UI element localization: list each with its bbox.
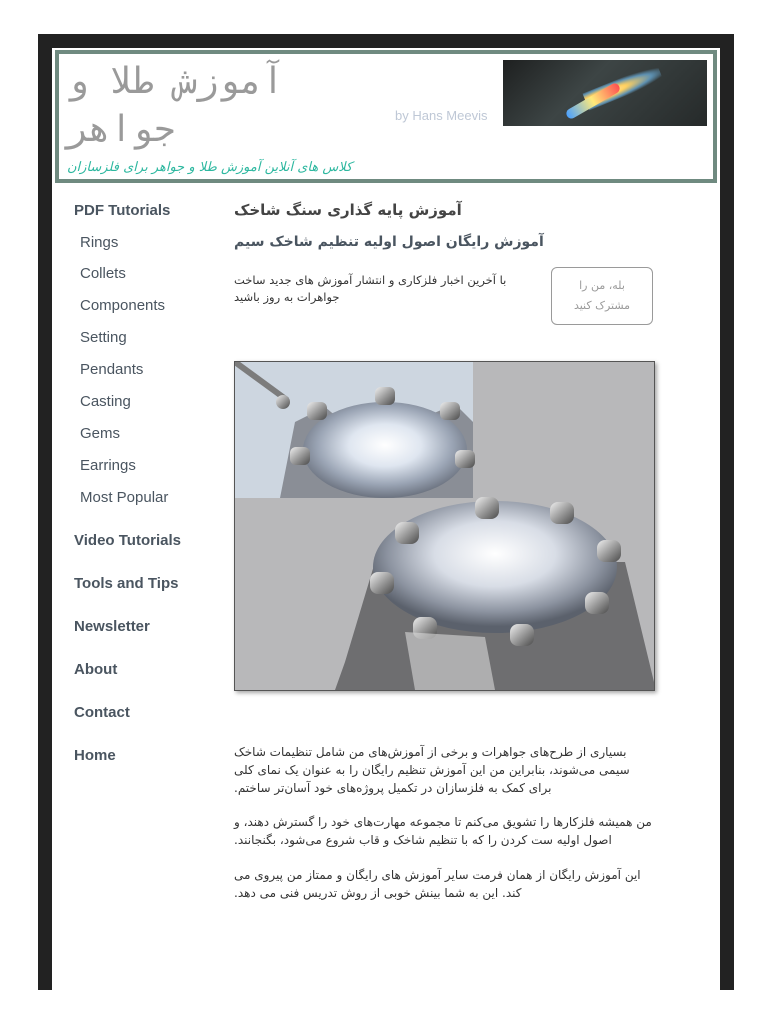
nav-video-tutorials[interactable]: Video Tutorials xyxy=(74,532,181,549)
nav-casting[interactable]: Casting xyxy=(80,393,131,410)
header-torch-photo xyxy=(503,60,707,126)
site-title[interactable]: آموزش طلا و جواهر xyxy=(67,61,284,150)
intro-paragraph-2: من همیشه فلزکارها را تشویق می‌کنم تا مجموعه مهارت‌های خود را گسترش دهند، و اصول اولیه ست کردن را که با تنظیم شاخک و قاب شروع می‌شود، بگنجانند. xyxy=(234,815,652,847)
nav-rings[interactable]: Rings xyxy=(80,234,119,251)
intro-paragraph-3: این آموزش رایگان از همان فرمت سایر آموزش های رایگان و ممتاز من پیروی می کند. این به شما بینش خوبی از روش تدریس فنی می دهد. xyxy=(234,868,641,900)
nav-pdf-tutorials[interactable]: PDF Tutorials xyxy=(74,202,171,219)
site-subtitle: کلاس های آنلاین آموزش طلا و جواهر برای فلزسازان xyxy=(67,160,353,175)
byline: by Hans Meevis xyxy=(395,108,488,123)
nav-earrings[interactable]: Earrings xyxy=(80,457,136,474)
subscribe-button[interactable]: بله، من را مشترک کنید xyxy=(551,267,653,325)
nav-pendants[interactable]: Pendants xyxy=(80,361,144,378)
nav-about[interactable]: About xyxy=(74,661,118,678)
nav-most-popular[interactable]: Most Popular xyxy=(80,489,169,506)
intro-paragraph-1: بسیاری از طرح‌های جواهرات و برخی از آموزش‌های من شامل تنظیمات شاخک سیمی می‌شوند، بنابراین من این آموزش تنظیم رایگان را به عنوان یک نمای کلی برای کمک به فلزسازان در تکمیل پروژه‌های خود آسان‌تر ساختم. xyxy=(234,745,630,795)
nav-gems[interactable]: Gems xyxy=(80,425,121,442)
post-subtitle: آموزش رایگان اصول اولیه تنظیم شاخک سیم xyxy=(234,234,544,250)
nav-setting[interactable]: Setting xyxy=(80,329,127,346)
nav-collets[interactable]: Collets xyxy=(80,265,126,282)
nav-components[interactable]: Components xyxy=(80,297,166,314)
post-title: آموزش پایه گذاری سنگ شاخک xyxy=(234,201,462,219)
diamond-ring-photo xyxy=(234,361,655,691)
site-header xyxy=(55,50,717,183)
subscribe-text: با آخرین اخبار فلزکاری و انتشار آموزش های جدید ساخت جواهرات به روز باشید xyxy=(234,273,507,304)
nav-contact[interactable]: Contact xyxy=(74,704,130,721)
nav-tools-and-tips[interactable]: Tools and Tips xyxy=(74,575,179,592)
nav-newsletter[interactable]: Newsletter xyxy=(74,618,150,635)
torch-rod-graphic xyxy=(565,82,622,121)
nav-home[interactable]: Home xyxy=(74,747,116,764)
diamond-ring-illustration xyxy=(235,362,654,690)
